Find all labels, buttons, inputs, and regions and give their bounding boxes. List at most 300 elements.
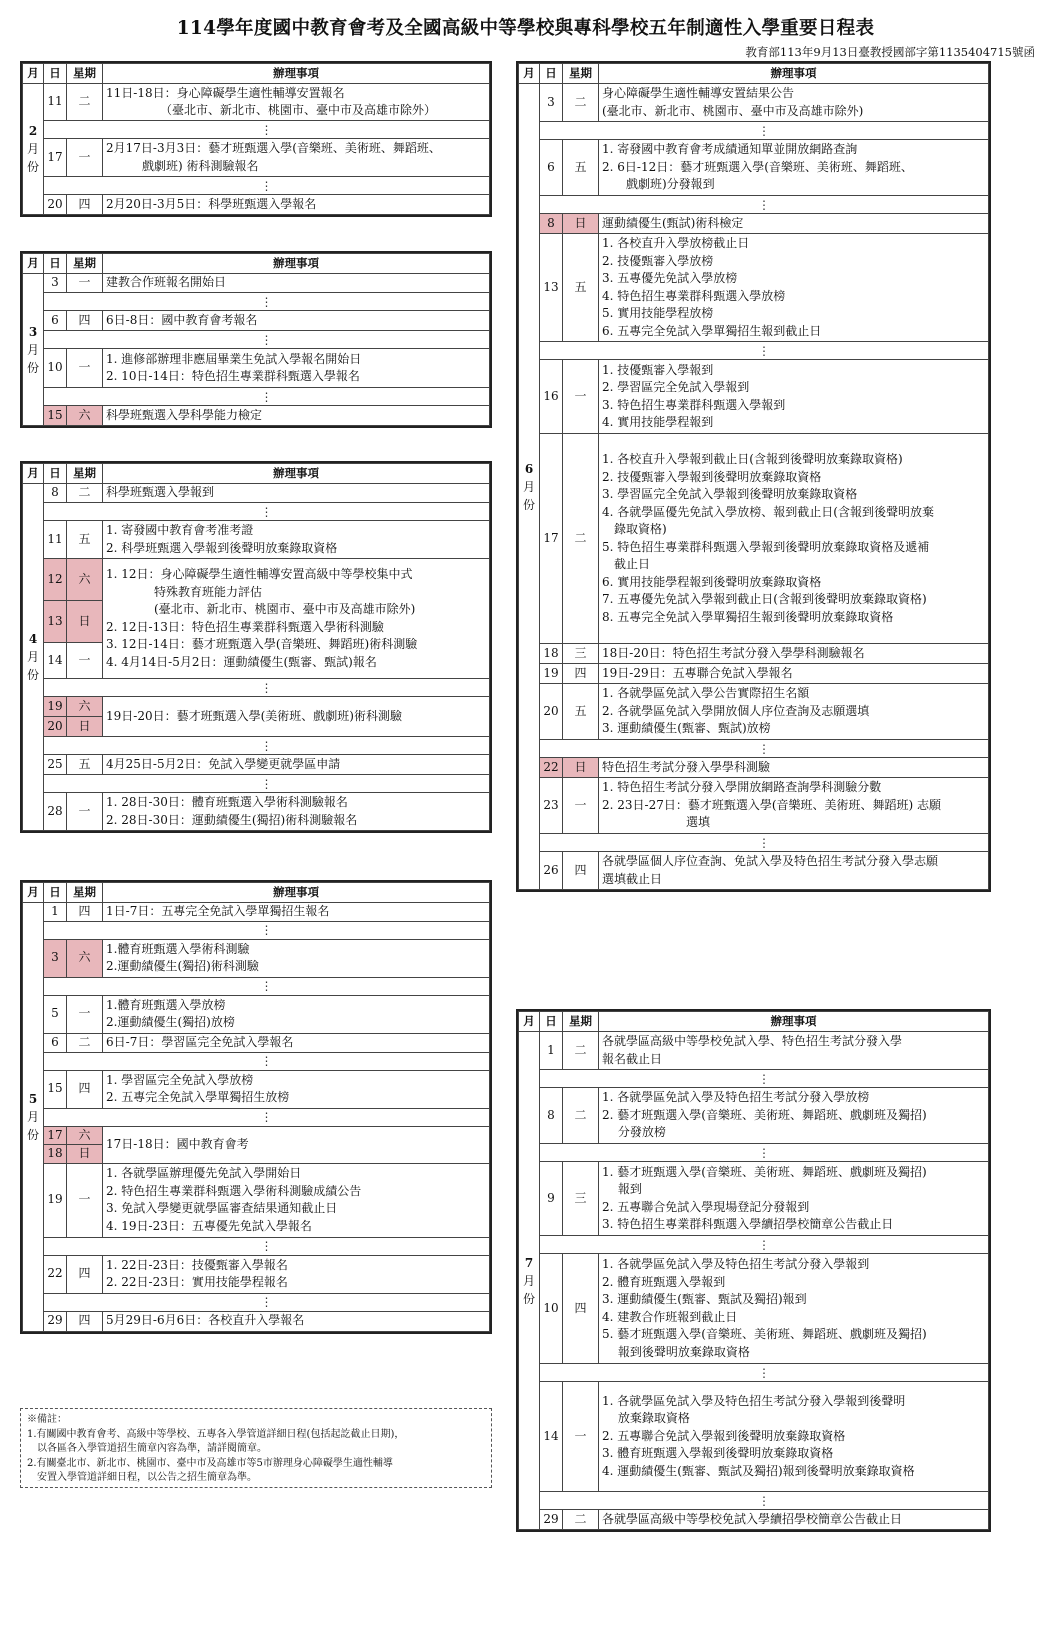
ellipsis-cell: ⋮ — [44, 775, 490, 793]
weekday-cell: 五 — [563, 140, 599, 196]
event-line: 5. 藝才班甄選入學(音樂班、美術班、舞蹈班、戲劇班及獨招) — [602, 1327, 927, 1341]
event-line: 2. 12日-13日：特色招生專業群科甄選入學術科測驗 — [106, 619, 384, 634]
event-cell — [599, 434, 989, 644]
event-line: 選填 — [602, 815, 711, 830]
header-month: 月 — [23, 254, 44, 274]
weekday-cell: 五 — [67, 755, 103, 775]
date-cell: 26 — [540, 852, 563, 890]
header-day: 日 — [44, 254, 67, 274]
ellipsis-cell: ⋮ — [540, 1070, 989, 1088]
event-line: 2. 藝才班甄選入學(音樂班、美術班、舞蹈班、戲劇班及獨招) — [602, 1107, 927, 1122]
event-cell — [103, 311, 490, 331]
schedule-row — [23, 1255, 490, 1293]
event-line: 1.體育班甄選入學放榜 — [106, 997, 226, 1012]
ellipsis-cell: ⋮ — [44, 293, 490, 311]
header-weekday: 星期 — [67, 464, 103, 484]
ellipsis-cell: ⋮ — [44, 1237, 490, 1255]
header-row — [23, 64, 490, 84]
event-cell — [103, 406, 490, 426]
event-cell — [599, 684, 989, 740]
schedule-table — [22, 63, 490, 215]
month-label: 月份 — [522, 1273, 535, 1306]
event-line: 4. 運動績優生(甄審、甄試及獨招)報到後聲明放棄錄取資格 — [602, 1463, 915, 1478]
weekday-cell: 日 — [563, 758, 599, 778]
schedule-row — [519, 644, 989, 664]
month-cell — [519, 1032, 540, 1530]
event-line: 選填截止日 — [602, 871, 663, 886]
event-line: 1. 特色招生考試分發入學開放網路查詢學科測驗分數 — [602, 780, 882, 795]
event-line: 18日-20日：特色招生考試分發入學學科測驗報名 — [602, 645, 865, 660]
event-line: 1日-7日：五專完全免試入學單獨招生報名 — [106, 904, 330, 918]
month-number: 4 — [28, 632, 38, 646]
ellipsis-row — [23, 1108, 490, 1126]
schedule-row — [23, 484, 490, 503]
header-row — [23, 254, 490, 274]
date-cell: 20 — [44, 195, 67, 215]
weekday-cell: 四 — [563, 664, 599, 684]
event-line: 1. 22日-23日：技優甄審入學報名 — [106, 1257, 288, 1272]
ellipsis-cell: ⋮ — [44, 177, 490, 195]
event-line: 2. 技優甄審入學報到後聲明放棄錄取資格 — [602, 469, 822, 484]
ellipsis-row — [519, 196, 989, 214]
event-line: 8. 五專完全免試入學單獨招生報到後聲明放棄錄取資格 — [602, 609, 894, 624]
schedule-row — [23, 274, 490, 293]
event-cell — [103, 697, 490, 737]
header-month: 月 — [23, 883, 44, 903]
date-cell: 6 — [540, 140, 563, 196]
event-cell — [103, 793, 490, 831]
event-line: 1. 技優甄審入學報到 — [602, 362, 714, 377]
event-line: 截止日 — [602, 557, 651, 571]
month-cell — [23, 903, 44, 1332]
event-line: 3. 體育班甄選入學報到後聲明放棄錄取資格 — [602, 1446, 834, 1461]
event-cell — [599, 852, 989, 890]
event-cell — [103, 1126, 490, 1163]
ellipsis-row — [519, 834, 989, 852]
schedule-row — [23, 349, 490, 388]
event-line: 3. 五專優先免試入學放榜 — [602, 271, 738, 285]
event-line: 2.運動績優生(獨招)術科測驗 — [106, 959, 259, 973]
event-cell — [103, 559, 490, 679]
event-line: 4. 19日-23日：五專優先免試入學報名 — [106, 1218, 312, 1233]
event-line: 2. 科學班甄選入學報到後聲明放棄錄取資格 — [106, 540, 338, 555]
weekday-cell: 一 — [67, 274, 103, 293]
event-line: 3. 12日-14日：藝才班甄選入學(音樂班、舞蹈班)術科測驗 — [106, 637, 418, 651]
event-cell — [599, 1162, 989, 1236]
header-weekday: 星期 — [563, 1012, 599, 1032]
schedule-row — [23, 939, 490, 977]
schedule-table — [22, 882, 490, 1332]
ellipsis-row — [23, 679, 490, 697]
date-cell: 15 — [44, 406, 67, 426]
event-line: 1. 各校直升入學放榜截止日 — [602, 236, 750, 250]
ellipsis-row — [519, 342, 989, 360]
event-cell — [103, 195, 490, 215]
event-line: 2. 特色招生專業群科甄選入學術科測驗成績公告 — [106, 1183, 362, 1198]
schedule-row — [23, 139, 490, 177]
date-cell: 9 — [540, 1162, 563, 1236]
ellipsis-row — [23, 737, 490, 755]
event-line: 2. 28日-30日：運動績優生(獨招)術科測驗報名 — [106, 812, 358, 827]
ellipsis-cell: ⋮ — [44, 921, 490, 939]
event-line: 2. 23日-27日：藝才班甄選入學(音樂班、美術班、舞蹈班) 志願 — [602, 797, 942, 812]
weekday-cell: 一 — [67, 995, 103, 1033]
schedule-row — [519, 84, 989, 122]
event-line: 1. 各就學區免試入學及特色招生考試分發入學放榜 — [602, 1090, 870, 1105]
schedule-row — [23, 697, 490, 717]
event-line: 3. 學習區完全免試入學報到後聲明放棄錄取資格 — [602, 487, 858, 501]
header-day: 日 — [44, 64, 67, 84]
event-cell — [103, 1163, 490, 1237]
event-line: 2. 6日-12日：藝才班甄選入學(音樂班、美術班、舞蹈班、 — [602, 159, 913, 174]
schedule-row — [23, 311, 490, 331]
event-line: 3. 運動績優生(甄審、甄試及獨招)報到 — [602, 1292, 807, 1306]
date-cell: 3 — [44, 274, 67, 293]
event-cell — [103, 903, 490, 922]
ellipsis-row — [519, 122, 989, 140]
month-label: 月份 — [522, 479, 535, 512]
ellipsis-row — [519, 740, 989, 758]
date-cell: 1 — [540, 1032, 563, 1070]
month-label: 月份 — [26, 142, 39, 174]
schedule-row — [519, 434, 989, 644]
date-cell: 10 — [540, 1254, 563, 1364]
schedule-row — [23, 406, 490, 426]
event-line: （臺北市、新北市、桃園市、臺中市及高雄市除外） — [106, 103, 437, 117]
event-cell — [599, 778, 989, 834]
date-cell: 29 — [44, 1311, 67, 1331]
weekday-cell: 四 — [67, 195, 103, 215]
event-line: 5月29日-6月6日：各校直升入學報名 — [106, 1313, 305, 1328]
date-cell: 17 — [540, 434, 563, 644]
event-cell — [103, 84, 490, 121]
weekday-cell: 日 — [563, 214, 599, 234]
event-line: 科學班甄選入學報到 — [106, 485, 215, 500]
date-cell: 17 — [44, 1126, 67, 1145]
date-cell: 22 — [44, 1255, 67, 1293]
schedule-table — [518, 1011, 989, 1530]
event-cell — [599, 1032, 989, 1070]
event-line: 1. 各就學區免試入學及特色招生考試分發入學報到後聲明 — [602, 1393, 906, 1408]
date-cell: 6 — [44, 1033, 67, 1052]
event-line: 17日-18日：國中教育會考 — [106, 1136, 249, 1151]
event-line: 2. 體育班甄選入學報到 — [602, 1274, 726, 1289]
schedule-row — [519, 778, 989, 834]
weekday-cell: 五 — [67, 521, 103, 559]
schedule-row — [23, 793, 490, 831]
event-cell — [599, 234, 989, 342]
ellipsis-cell: ⋮ — [44, 737, 490, 755]
weekday-cell: 四 — [67, 1070, 103, 1108]
event-line: 戲劇班) 術科測驗報名 — [106, 158, 259, 173]
date-cell: 17 — [44, 139, 67, 177]
event-line: 2. 10日-14日：特色招生專業群科甄選入學報名 — [106, 369, 360, 383]
ellipsis-cell: ⋮ — [44, 503, 490, 521]
event-line: 2. 五專完全免試入學單獨招生放榜 — [106, 1090, 290, 1104]
schedule-row — [23, 1070, 490, 1108]
event-line: 2. 五專聯合免試入學現場登記分發報到 — [602, 1199, 810, 1214]
event-line: 建教合作班報名開始日 — [106, 275, 227, 290]
ellipsis-cell: ⋮ — [540, 196, 989, 214]
ellipsis-cell: ⋮ — [44, 121, 490, 139]
header-weekday: 星期 — [67, 254, 103, 274]
date-cell: 8 — [540, 1088, 563, 1144]
schedule-row — [23, 1163, 490, 1237]
event-line: 各就學區高級中等學校免試入學續招學校簡章公告截止日 — [602, 1511, 903, 1526]
weekday-cell: 五 — [563, 684, 599, 740]
weekday-cell: 一 — [67, 793, 103, 831]
header-row — [23, 464, 490, 484]
schedule-table-march — [20, 251, 492, 428]
schedule-row — [519, 1162, 989, 1236]
schedule-row — [519, 1088, 989, 1144]
event-cell — [103, 1070, 490, 1108]
event-line: 2. 技優甄審入學放榜 — [602, 253, 714, 268]
event-line: 4月25日-5月2日：免試入學變更就學區申請 — [106, 756, 341, 771]
event-line: 1. 寄發國中教育會考准考證 — [106, 523, 254, 537]
header-month: 月 — [519, 64, 540, 84]
event-line: 報到後聲明放棄錄取資格 — [602, 1344, 750, 1359]
date-cell: 8 — [44, 484, 67, 503]
event-line: 1. 進修部辦理非應屆畢業生免試入學報名開始日 — [106, 351, 362, 366]
ellipsis-cell: ⋮ — [44, 679, 490, 697]
event-line: 報名截止日 — [602, 1051, 663, 1066]
weekday-cell: 一 — [563, 360, 599, 434]
header-day: 日 — [540, 1012, 563, 1032]
event-line: 報到 — [602, 1182, 642, 1196]
event-line: 科學班甄選入學科學能力檢定 — [106, 407, 263, 422]
schedule-row — [23, 1033, 490, 1052]
header-weekday: 星期 — [563, 64, 599, 84]
date-cell: 11 — [44, 521, 67, 559]
ellipsis-cell: ⋮ — [540, 1492, 989, 1510]
date-cell: 3 — [44, 939, 67, 977]
ellipsis-row — [519, 1070, 989, 1088]
event-cell — [103, 484, 490, 503]
event-line: 1. 各就學區辦理優先免試入學開始日 — [106, 1166, 302, 1180]
event-cell — [103, 939, 490, 977]
month-cell — [23, 484, 44, 831]
event-line: 各就學區高級中等學校免試入學、特色招生考試分發入學 — [602, 1034, 903, 1048]
schedule-row — [519, 214, 989, 234]
date-cell: 19 — [44, 1163, 67, 1237]
header-day: 日 — [540, 64, 563, 84]
date-cell: 10 — [44, 349, 67, 388]
event-line: 1.體育班甄選入學術科測驗 — [106, 941, 250, 956]
event-line: 1. 學習區完全免試入學放榜 — [106, 1072, 254, 1087]
event-cell — [599, 140, 989, 196]
header-matter: 辦理事項 — [599, 64, 989, 84]
weekday-cell: 二 — [67, 484, 103, 503]
date-cell: 18 — [44, 1145, 67, 1164]
event-line: (臺北市、新北市、桃園市、臺中市及高雄市除外) — [602, 103, 864, 118]
weekday-cell: 一 — [563, 1382, 599, 1492]
event-line: 2. 22日-23日：實用技能學程報名 — [106, 1275, 288, 1289]
event-line: 1. 各就學區免試入學公告實際招生名額 — [602, 686, 810, 701]
ellipsis-row — [23, 775, 490, 793]
weekday-cell: 一 — [563, 778, 599, 834]
schedule-row — [519, 1254, 989, 1364]
weekday-cell: 二 — [563, 1088, 599, 1144]
ellipsis-cell: ⋮ — [44, 331, 490, 349]
event-line: 3. 特色招生專業群科甄選入學續招學校簡章公告截止日 — [602, 1217, 894, 1231]
event-line: 2.運動績優生(獨招)放榜 — [106, 1015, 235, 1029]
date-cell: 19 — [540, 664, 563, 684]
event-line: 2月20日-3月5日：科學班甄選入學報名 — [106, 196, 317, 211]
weekday-cell: 日 — [67, 1145, 103, 1164]
date-cell: 14 — [44, 643, 67, 679]
date-cell: 1 — [44, 903, 67, 922]
header-month: 月 — [519, 1012, 540, 1032]
event-line: 運動績優生(甄試)術科檢定 — [602, 215, 744, 230]
schedule-table — [22, 253, 490, 426]
weekday-cell: 四 — [563, 1254, 599, 1364]
event-cell — [103, 1033, 490, 1052]
ellipsis-cell: ⋮ — [540, 122, 989, 140]
event-cell — [103, 139, 490, 177]
header-day: 日 — [44, 883, 67, 903]
schedule-table-february — [20, 61, 492, 217]
event-cell — [103, 1311, 490, 1331]
ellipsis-cell: ⋮ — [44, 388, 490, 406]
event-cell — [599, 1382, 989, 1492]
ellipsis-row — [519, 1144, 989, 1162]
event-line: 6. 五專完全免試入學單獨招生報到截止日 — [602, 323, 822, 338]
event-line: 錄取資格) — [602, 522, 667, 536]
event-line: 2月17日-3月3日：藝才班甄選入學(音樂班、美術班、舞蹈班、 — [106, 141, 441, 155]
date-cell: 28 — [44, 793, 67, 831]
event-line: 6日-8日：國中教育會考報名 — [106, 312, 258, 327]
ellipsis-cell: ⋮ — [540, 1144, 989, 1162]
ellipsis-row — [23, 921, 490, 939]
date-cell: 13 — [44, 601, 67, 643]
ellipsis-cell: ⋮ — [540, 740, 989, 758]
weekday-cell: 四 — [563, 852, 599, 890]
weekday-cell: 二 — [67, 1033, 103, 1052]
header-weekday: 星期 — [67, 64, 103, 84]
weekday-cell: 日 — [67, 601, 103, 643]
month-cell — [23, 84, 44, 215]
schedule-row — [519, 140, 989, 196]
event-line: 身心障礙學生適性輔導安置結果公告 — [602, 86, 795, 100]
month-cell — [519, 84, 540, 890]
event-line: 7. 五專優先免試入學報到截止日(含報到後聲明放棄錄取資格) — [602, 592, 927, 606]
header-day: 日 — [44, 464, 67, 484]
date-cell: 15 — [44, 1070, 67, 1108]
schedule-row — [519, 664, 989, 684]
ellipsis-row — [23, 331, 490, 349]
weekday-cell: 三 — [563, 1162, 599, 1236]
ellipsis-cell: ⋮ — [540, 834, 989, 852]
event-line: 1. 12日：身心障礙學生適性輔導安置高級中等學校集中式 — [106, 567, 413, 581]
event-line: 1. 各就學區免試入學及特色招生考試分發入學報到 — [602, 1257, 870, 1271]
weekday-cell: 一 — [67, 349, 103, 388]
schedule-row — [23, 195, 490, 215]
month-number: 5 — [28, 1091, 38, 1106]
ellipsis-row — [519, 1236, 989, 1254]
date-cell: 5 — [44, 995, 67, 1033]
event-line: 6. 實用技能學程報到後聲明放棄錄取資格 — [602, 574, 822, 589]
event-cell — [599, 360, 989, 434]
weekday-cell: 六 — [67, 939, 103, 977]
schedule-row — [23, 559, 490, 601]
ellipsis-row — [23, 121, 490, 139]
event-cell — [599, 1088, 989, 1144]
date-cell: 18 — [540, 644, 563, 664]
ellipsis-row — [23, 1293, 490, 1311]
schedule-row — [519, 1510, 989, 1530]
event-cell — [103, 995, 490, 1033]
date-cell: 16 — [540, 360, 563, 434]
month-label: 月份 — [26, 342, 39, 375]
schedule-row — [519, 1032, 989, 1070]
weekday-cell: 四 — [67, 1311, 103, 1331]
date-cell: 8 — [540, 214, 563, 234]
event-cell — [103, 349, 490, 388]
date-cell: 23 — [540, 778, 563, 834]
header-weekday: 星期 — [67, 883, 103, 903]
schedule-table-june — [516, 61, 991, 892]
event-line: 1. 寄發國中教育會考成績通知單並開放網路查詢 — [602, 142, 858, 157]
event-line: 11日-18日：身心障礙學生適性輔導安置報名 — [106, 85, 345, 100]
event-line: 19日-29日：五專聯合免試入學報名 — [602, 665, 793, 680]
schedule-row — [23, 995, 490, 1033]
schedule-table — [22, 463, 490, 831]
ellipsis-cell: ⋮ — [44, 1293, 490, 1311]
weekday-cell: 二 — [563, 1510, 599, 1530]
date-cell: 13 — [540, 234, 563, 342]
weekday-cell: 一 — [67, 643, 103, 679]
date-cell: 20 — [540, 684, 563, 740]
weekday-cell: 二 — [563, 434, 599, 644]
ellipsis-cell: ⋮ — [44, 977, 490, 995]
month-number: 3 — [28, 324, 38, 339]
note-line: 1.有關國中教育會考、高級中等學校、五專各入學管道詳細日程(包括起訖截止日期)， — [27, 1428, 405, 1440]
weekday-cell: 六 — [67, 559, 103, 601]
note-line: 安置入學管道詳細日程，以公告之招生簡章為準。 — [27, 1472, 257, 1483]
header-row — [519, 64, 989, 84]
schedule-row — [23, 84, 490, 121]
ellipsis-row — [519, 1364, 989, 1382]
schedule-row — [23, 521, 490, 559]
weekday-cell: 二 — [563, 1032, 599, 1070]
notes-title: ※備註： — [27, 1414, 67, 1425]
schedule-row — [519, 684, 989, 740]
event-cell — [103, 521, 490, 559]
ellipsis-row — [23, 1052, 490, 1070]
date-cell: 20 — [44, 717, 67, 737]
document-reference: 教育部113年9月13日臺教授國部字第1135404715號函 — [745, 45, 1035, 59]
header-month: 月 — [23, 64, 44, 84]
event-line: 戲劇班)分發報到 — [602, 177, 715, 192]
ellipsis-cell: ⋮ — [44, 1108, 490, 1126]
date-cell: 19 — [44, 697, 67, 717]
weekday-cell: 二 — [563, 84, 599, 122]
event-cell — [103, 1255, 490, 1293]
event-line: 19日-20日：藝才班甄選入學(美術班、戲劇班)術科測驗 — [106, 708, 402, 723]
event-cell — [599, 758, 989, 778]
schedule-row — [519, 758, 989, 778]
date-cell: 25 — [44, 755, 67, 775]
event-line: 4. 特色招生專業群科甄選入學放榜 — [602, 288, 786, 303]
header-matter: 辦理事項 — [599, 1012, 989, 1032]
event-line: 4. 4月14日-5月2日：運動績優生(甄審、甄試)報名 — [106, 654, 377, 669]
date-cell: 14 — [540, 1382, 563, 1492]
header-row — [23, 883, 490, 903]
header-matter: 辦理事項 — [103, 883, 490, 903]
event-line: 1. 藝才班甄選入學(音樂班、美術班、舞蹈班、戲劇班及獨招) — [602, 1164, 927, 1179]
weekday-cell: 日 — [67, 717, 103, 737]
